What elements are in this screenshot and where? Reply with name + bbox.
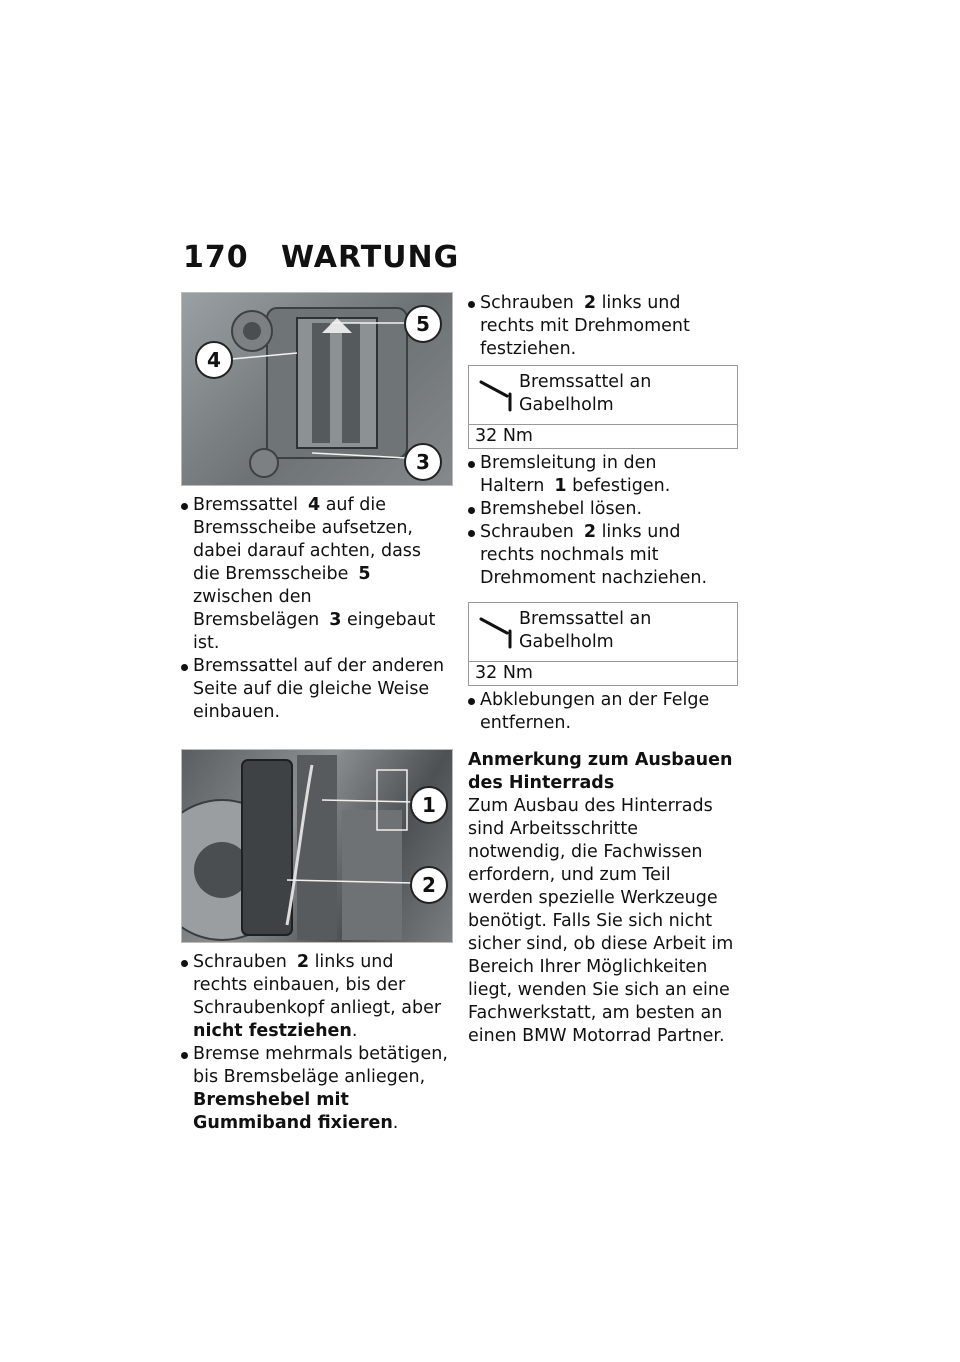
callout-1: 1 — [410, 786, 448, 824]
emphasis-text: nicht festziehen — [193, 1021, 352, 1041]
step-text: eingebaut ist. — [193, 610, 436, 653]
left-column — [181, 292, 453, 1135]
list-item — [181, 951, 453, 1043]
step-text: Bremse mehrmals betätigen, bis Bremsbeläge anliegen, — [193, 1044, 448, 1087]
step-text: Bremssattel — [193, 495, 298, 515]
part-reference: 1 — [554, 476, 567, 496]
list-item — [181, 494, 453, 655]
part-reference: 5 — [358, 564, 371, 584]
part-reference: 2 — [583, 522, 596, 542]
callout-2: 2 — [410, 866, 448, 904]
callout-3: 3 — [404, 443, 442, 481]
brake-caliper-figure — [181, 292, 453, 486]
step-list-1 — [181, 494, 453, 724]
step-text: Schrauben — [480, 522, 574, 542]
fork-brake-illustration — [182, 750, 452, 942]
callout-4: 4 — [195, 341, 233, 379]
part-reference: 2 — [583, 293, 596, 313]
step-text: auf die Bremsscheibe aufsetzen, dabei darauf achten, dass die Bremsscheibe — [193, 495, 422, 584]
note-body: Zum Ausbau des Hinterrads sind Arbeitsschritte notwendig, die Fachwissen erfordern, und zum Teil werden spezielle Werkzeuge benötigt. Falls Sie sich nicht sicher sind, ob diese Arbeit im Bereich Ihrer Möglichkeiten liegt, wenden Sie sich an eine Fachwerkstatt, am besten an einen BMW Motorrad Partner. — [468, 796, 734, 1046]
step-text: zwischen den Bremsbelägen — [193, 587, 320, 630]
step-text: Bremsleitung in den Haltern — [480, 453, 657, 496]
torque-value: 32 Nm — [475, 663, 533, 683]
torque-label: Bremssattel an Gabelholm — [519, 372, 652, 415]
torque-wrench-icon — [477, 611, 513, 658]
step-list-5 — [468, 689, 740, 735]
list-item — [468, 452, 740, 498]
list-item: Bremshebel lösen. — [468, 498, 740, 521]
list-item — [468, 521, 740, 590]
torque-wrench-icon — [477, 374, 513, 421]
part-reference: 3 — [329, 610, 342, 630]
step-text: . — [351, 1021, 358, 1041]
torque-value: 32 Nm — [475, 426, 533, 446]
step-list-3 — [468, 292, 740, 361]
step-text: links und rechts einbauen, bis der Schraubenkopf anliegt, aber — [193, 952, 442, 1018]
section-title: Anmerkung zum Ausbauen des Hinterrads — [468, 750, 733, 793]
step-text: Schrauben — [480, 293, 574, 313]
step-list-4 — [468, 452, 740, 590]
list-item — [468, 292, 740, 361]
torque-label: Bremssattel an Gabelholm — [519, 609, 652, 652]
part-reference: 4 — [307, 495, 321, 515]
part-reference: 2 — [296, 952, 309, 972]
emphasis-text: Bremshebel mit Gummiband fixieren — [193, 1090, 393, 1133]
step-text: befestigen. — [566, 476, 671, 496]
fork-brake-figure — [181, 749, 453, 943]
list-item — [181, 1043, 453, 1135]
step-text: Schrauben — [193, 952, 287, 972]
page-number: 170 — [183, 240, 249, 275]
step-text: . — [392, 1113, 399, 1133]
step-text: links und rechts nochmals mit Drehmoment nachziehen. — [480, 522, 708, 588]
callout-5: 5 — [404, 305, 442, 343]
torque-spec-box — [468, 365, 738, 449]
right-column — [468, 292, 740, 1048]
step-text: links und rechts mit Drehmoment festziehen. — [480, 293, 690, 359]
torque-spec-box — [468, 602, 738, 686]
list-item: Bremssattel auf der anderen Seite auf die gleiche Weise einbauen. — [181, 655, 453, 724]
page-title: WARTUNG — [281, 240, 460, 275]
list-item: Abklebungen an der Felge entfernen. — [468, 689, 740, 735]
step-list-2 — [181, 951, 453, 1135]
